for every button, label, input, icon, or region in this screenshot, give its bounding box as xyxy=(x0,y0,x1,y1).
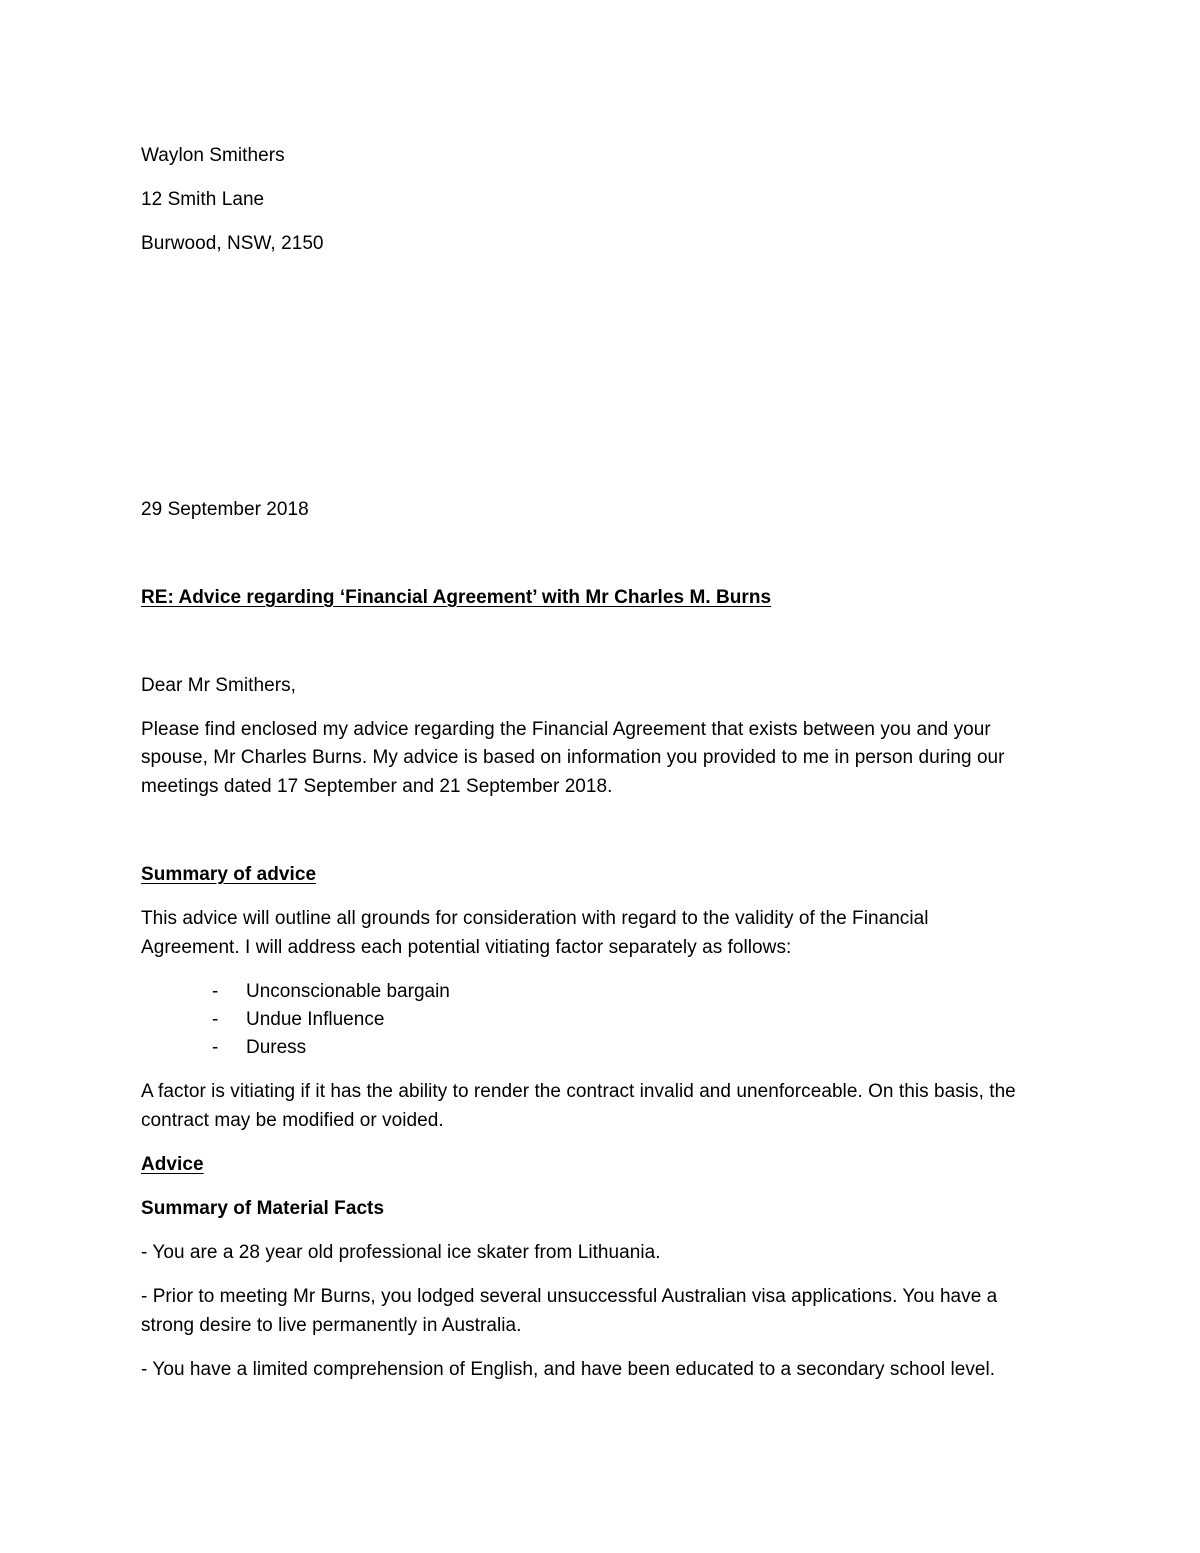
letter-date: 29 September 2018 xyxy=(141,499,309,520)
bullet-marker: - xyxy=(212,981,219,1002)
bullet-item: Duress xyxy=(246,1037,307,1058)
sender-street: 12 Smith Lane xyxy=(141,189,265,210)
fact-line: - You are a 28 year old professional ice skater from Lithuania. xyxy=(141,1242,661,1263)
summary-heading: Summary of advice xyxy=(141,864,317,885)
bullet-item: Undue Influence xyxy=(246,1009,385,1030)
intro-line: spouse, Mr Charles Burns. My advice is based on information you provided to me in person during our xyxy=(141,747,1005,768)
advice-heading: Advice xyxy=(141,1154,204,1175)
bullet-item: Unconscionable bargain xyxy=(246,981,450,1002)
salutation: Dear Mr Smithers, xyxy=(141,675,296,696)
intro-line: Please find enclosed my advice regarding the Financial Agreement that exists between you and your xyxy=(141,719,991,740)
sender-name: Waylon Smithers xyxy=(141,145,285,166)
fact-line: strong desire to live permanently in Australia. xyxy=(141,1315,522,1336)
fact-line: - You have a limited comprehension of English, and have been educated to a secondary school level. xyxy=(141,1359,996,1380)
letter-subject: RE: Advice regarding ‘Financial Agreement’ with Mr Charles M. Burns xyxy=(141,587,772,608)
material-facts-heading: Summary of Material Facts xyxy=(141,1198,385,1219)
fact-line: - Prior to meeting Mr Burns, you lodged several unsuccessful Australian visa applications. You have a xyxy=(141,1286,998,1307)
bullet-marker: - xyxy=(212,1037,219,1058)
summary-closing-line: A factor is vitiating if it has the ability to render the contract invalid and unenforceable. On this basis, the xyxy=(141,1081,1016,1102)
bullet-marker: - xyxy=(212,1009,219,1030)
intro-line: meetings dated 17 September and 21 September 2018. xyxy=(141,776,613,797)
sender-city: Burwood, NSW, 2150 xyxy=(141,233,324,254)
summary-line: This advice will outline all grounds for consideration with regard to the validity of the Financial xyxy=(141,908,929,929)
summary-closing-line: contract may be modified or voided. xyxy=(141,1110,444,1131)
summary-line: Agreement. I will address each potential vitiating factor separately as follows: xyxy=(141,937,792,958)
